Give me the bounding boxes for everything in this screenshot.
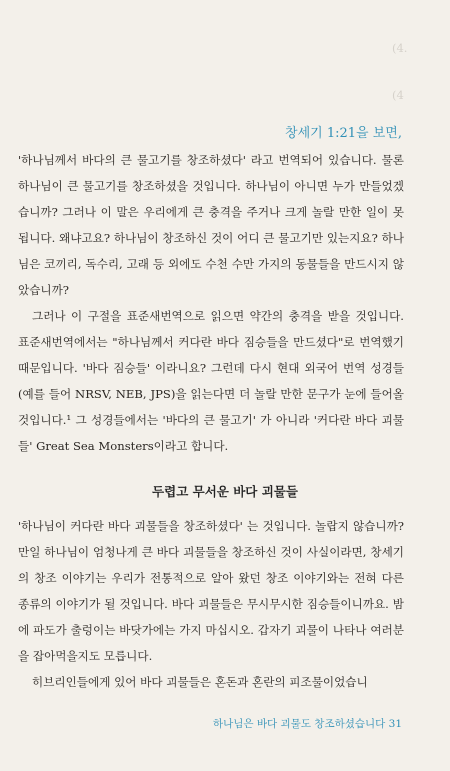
- section-heading: 두렵고 무서운 바다 괴물들: [152, 484, 298, 499]
- bleed-line: (4: [392, 88, 404, 102]
- body-text-bottom: [18, 513, 404, 695]
- bleed-through-text: [0, 0, 450, 120]
- paragraph: 히브리인들에게 있어 바다 괴물들은 혼돈과 혼란의 피조물이었습니: [32, 675, 368, 689]
- scripture-reference: 창세기 1:21을 보면,: [285, 126, 402, 141]
- paragraph: '하나님께서 바다의 큰 물고기를 창조하셨다' 라고 번역되어 있습니다. 물론 하나님이 큰 물고기를 창조하셨을 것입니다. 하나님이 아니면 누가 만들었겠습니까? 그러나 이 말은 우리에게 큰 충격을 주거나 크게 놀랄 만한 일이 못 됩니다. 왜냐고요? 하나님이 창조하신 것이 어디 큰 물고기만 있는지요? 하나님은 코끼리, 독수리, 고래 등 외에도 수천 수만 가지의 동물들을 만드시지 않았습니까?: [18, 153, 404, 297]
- body-text-top: [18, 147, 404, 459]
- running-footer: 하나님은 바다 괴물도 창조하셨습니다 31: [213, 718, 402, 730]
- paragraph: '하나님이 커다란 바다 괴물들을 창조하셨다' 는 것입니다. 놀랍지 않습니까? 만일 하나님이 엄청나게 큰 바다 괴물들을 창조하신 것이 사실이라면, 창세기의 창조 이야기는 우리가 전통적으로 알아 왔던 창조 이야기와는 전혀 다른 종류의 이야기가 될 것입니다. 바다 괴물들은 무시무시한 짐승들이니까요. 밤에 파도가 출렁이는 바닷가에는 가지 마십시오. 갑자기 괴물이 나타나 여러분을 잡아먹을지도 모릅니다.: [18, 519, 404, 663]
- bleed-line: (4.: [392, 41, 408, 55]
- paragraph: 그러나 이 구절을 표준새번역으로 읽으면 약간의 충격을 받을 것입니다. 표준새번역에서는 "하나님께서 커다란 바다 짐승들을 만드셨다"로 번역했기 때문입니다. '바다 짐승들' 이라니요? 그런데 다시 현대 외국어 번역 성경들(예를 들어 NRSV, NEB, JPS)을 읽는다면 더 놀랄 만한 문구가 눈에 들어올 것입니다.¹ 그 성경들에서는 '바다의 큰 물고기' 가 아니라 '커다란 바다 괴물들' Great Sea Monsters이라고 합니다.: [18, 309, 404, 453]
